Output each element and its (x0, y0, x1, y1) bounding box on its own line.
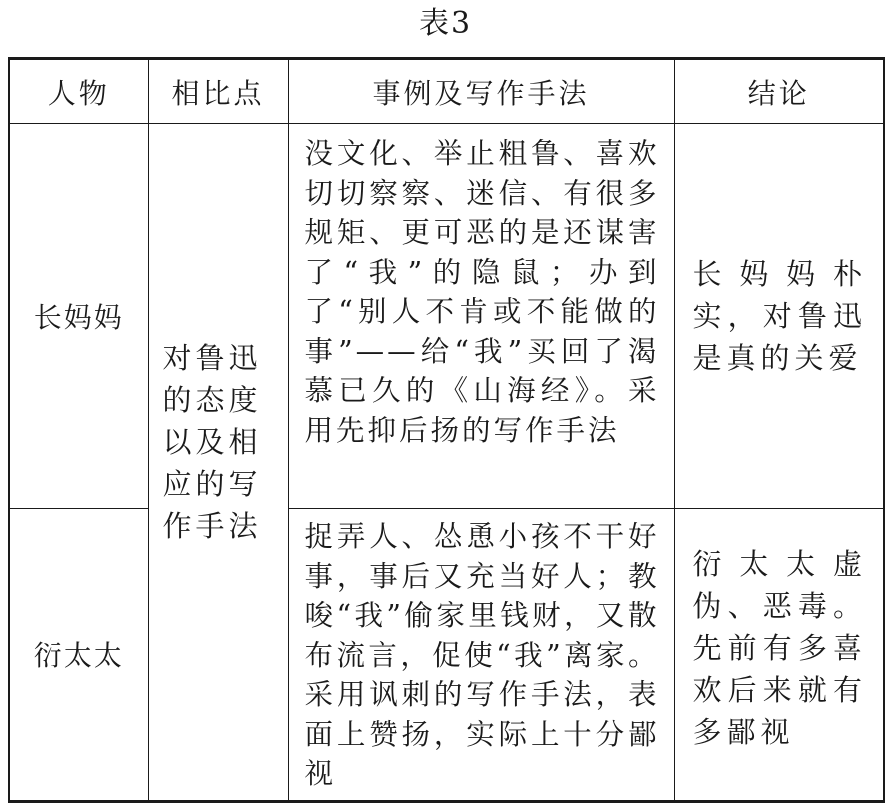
person-cell: 长妈妈 (9, 124, 148, 509)
person-cell: 衍太太 (9, 509, 148, 802)
table-row (9, 509, 884, 802)
header-conclusion: 结论 (674, 59, 884, 124)
comparison-table (8, 57, 885, 803)
header-comparison-point: 相比点 (148, 59, 288, 124)
header-example-technique: 事例及写作手法 (288, 59, 674, 124)
example-cell: 没文化、举止粗鲁、喜欢切切察察、迷信、有很多规矩、更可恶的是还谋害了“我”的隐鼠；办到了“别人不肯或不能做的事”——给“我”买回了渴慕已久的《山海经》。采用先抑后扬的写作手法 (288, 124, 674, 509)
comparison-point-cell: 对鲁迅的态度以及相应的写作手法 (148, 124, 288, 802)
conclusion-cell: 衍太太虚伪、恶毒。先前有多喜欢后来就有多鄙视 (674, 509, 884, 802)
conclusion-cell: 长妈妈朴实，对鲁迅是真的关爱 (674, 124, 884, 509)
header-person: 人物 (9, 59, 148, 124)
header-row (9, 59, 884, 124)
example-cell: 捉弄人、怂恿小孩不干好事，事后又充当好人；教唆“我”偷家里钱财，又散布流言，促使“我”离家。采用讽刺的写作手法，表面上赞扬，实际上十分鄙视 (288, 509, 674, 802)
table-row (9, 124, 884, 509)
table-caption: 表3 (418, 6, 473, 41)
